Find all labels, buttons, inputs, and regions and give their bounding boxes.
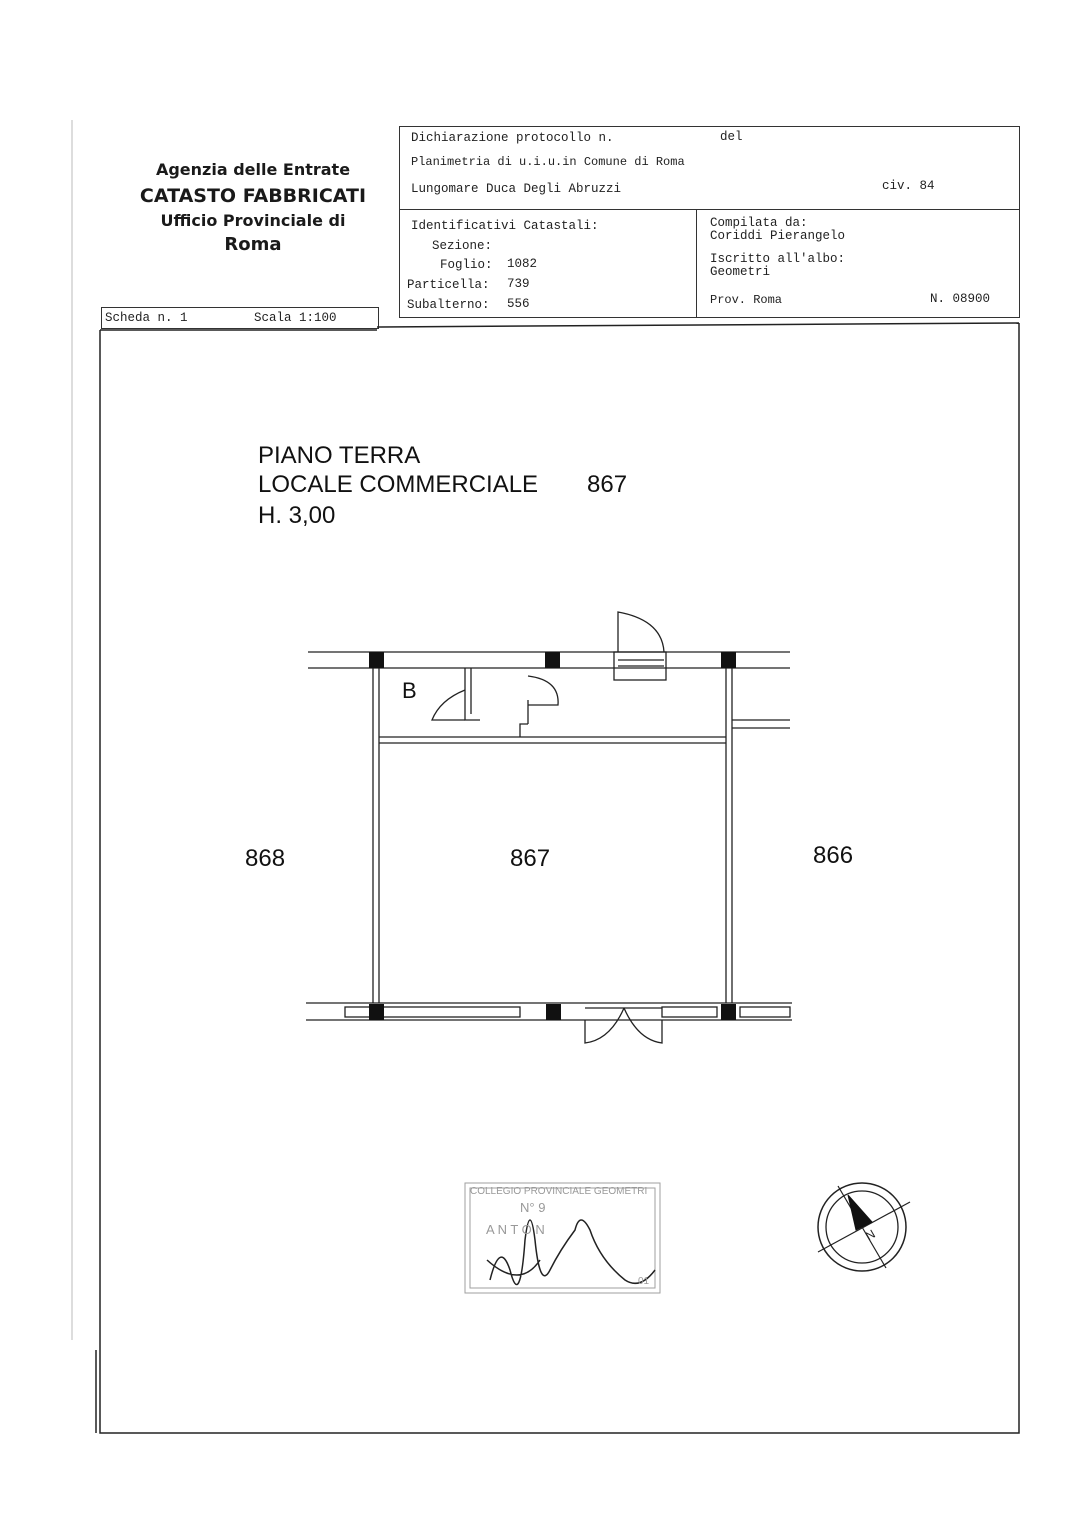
iscritto-label: Iscritto all'albo:	[710, 252, 846, 266]
stamp-line1: COLLEGIO PROVINCIALE GEOMETRI	[470, 1186, 648, 1197]
protocollo-label: Dichiarazione protocollo n.	[411, 131, 614, 145]
compass-icon	[818, 1183, 910, 1271]
prov-value: Prov. Roma	[710, 293, 783, 307]
civ-value: 84	[919, 179, 935, 193]
plan-title-floor: PIANO TERRA	[258, 442, 421, 469]
agency-name: Agenzia delle Entrate	[155, 160, 351, 179]
address-text: Lungomare Duca Degli Abruzzi	[411, 182, 622, 196]
stamp-line3: A N T O N	[486, 1222, 545, 1237]
stamp	[465, 1183, 660, 1293]
agency-city: Roma	[224, 234, 282, 255]
agency-office: Ufficio Provinciale di	[160, 211, 346, 230]
foglio-value: 1082	[507, 257, 538, 271]
unit-left-label: 868	[245, 845, 286, 872]
plan-height: H. 3,00	[258, 502, 336, 529]
top-door	[614, 612, 666, 680]
agency-department: CATASTO FABBRICATI	[139, 185, 367, 207]
compilata-label: Compilata da:	[710, 216, 808, 230]
numero-value: N. 08900	[930, 292, 991, 306]
bathroom-walls	[379, 668, 726, 743]
plan-title-unit: LOCALE COMMERCIALE	[258, 471, 539, 498]
particella-value: 739	[507, 277, 530, 291]
sheet-frame-top	[377, 323, 1019, 327]
albo-value: Geometri	[710, 265, 771, 279]
pillars	[369, 652, 736, 1020]
stamp-line4: 01	[638, 1276, 650, 1287]
del-label: del	[720, 130, 743, 144]
civ-label-text: civ.	[882, 179, 913, 193]
scheda-label: Scheda n. 1	[105, 311, 188, 325]
sezione-label: Sezione:	[432, 239, 493, 253]
side-walls	[373, 668, 790, 1003]
particella-label: Particella:	[407, 278, 490, 292]
planimetria-text: Planimetria di u.i.u.in Comune di Roma	[411, 155, 685, 169]
compilata-name: Coriddi Pierangelo	[710, 229, 846, 243]
unit-center-label: 867	[510, 845, 551, 872]
room-b-label: B	[402, 678, 417, 703]
subalterno-label: Subalterno:	[407, 298, 490, 312]
plan-title-unit-number: 867	[587, 471, 628, 498]
compass-north-label: N	[863, 1226, 878, 1244]
subalterno-value: 556	[507, 297, 530, 311]
scala-label: Scala 1:100	[254, 311, 337, 325]
bottom-door	[585, 1008, 662, 1043]
foglio-label: Foglio:	[440, 258, 493, 272]
stamp-line2: N° 9	[520, 1200, 546, 1215]
unit-right-label: 866	[813, 842, 854, 869]
identificativi-title: Identificativi Catastali:	[411, 219, 599, 233]
